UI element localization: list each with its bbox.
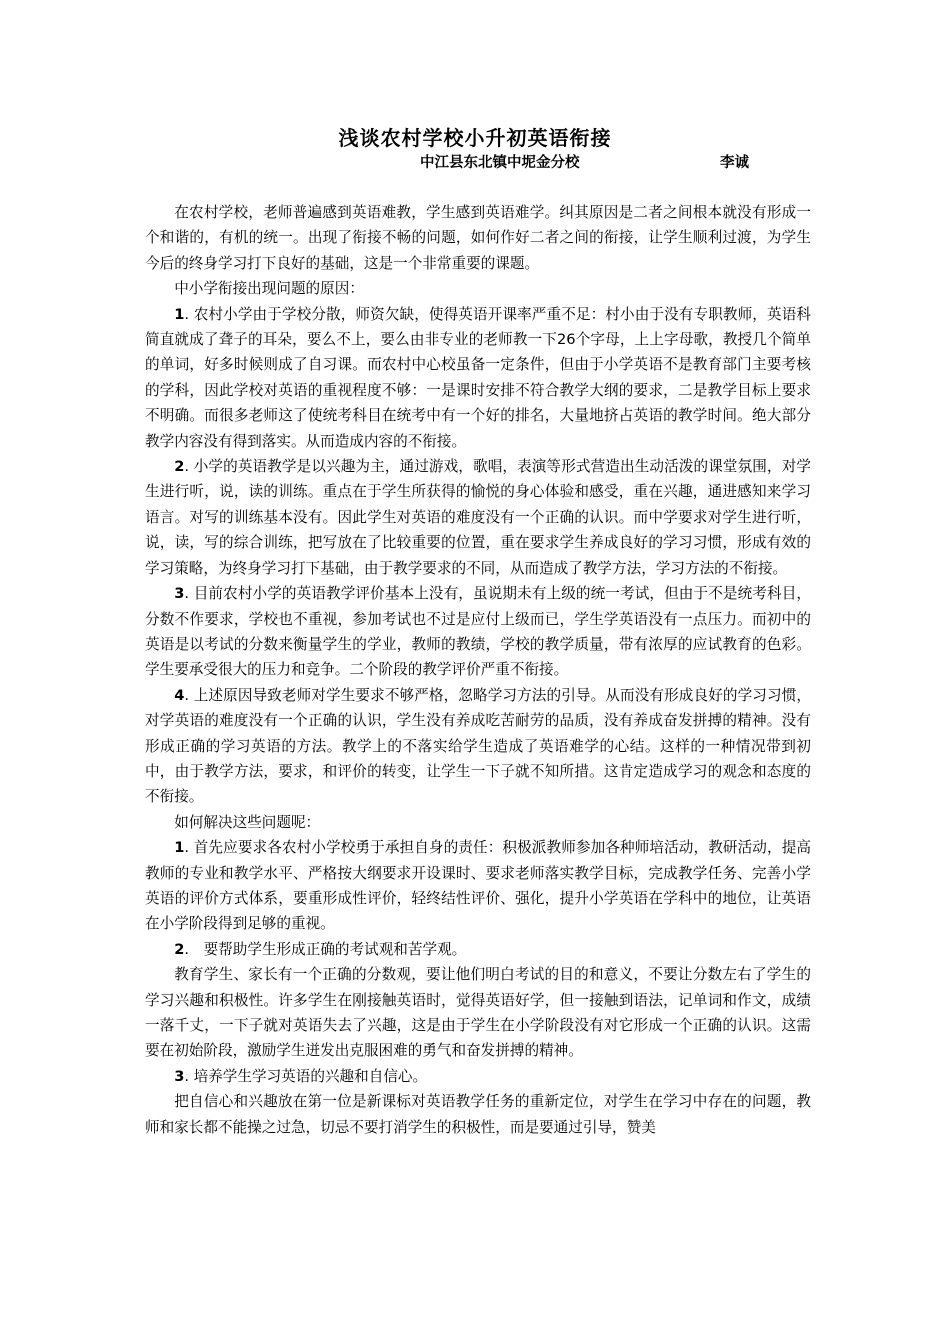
school-name: 中江县东北镇中坭金分校 bbox=[420, 155, 580, 171]
item-number: 3 bbox=[174, 585, 185, 603]
paragraph bbox=[145, 962, 811, 1064]
document-body bbox=[145, 200, 811, 1140]
paragraph bbox=[145, 810, 811, 835]
paragraph-text: . 首先应要求各农村小学校勇于承担自身的责任：积极派教师参加各种师培活动，教研活动，提高教师的专业和教学水平、严格按大纲要求开设课时、要求老师落实教学目标，完成教学任务、完善小学英语的评价方式体系，要重形成性评价，轻终结性评价、强化，提升小学英语在学科中的地位，让英语在小学阶段得到足够的重视。 bbox=[145, 839, 811, 933]
paragraph-text: 教育学生、家长有一个正确的分数观，要让他们明白考试的目的和意义，不要让分数左右了学生的学习兴趣和积极性。许多学生在刚接触英语时，觉得英语好学，但一接触到语法，记单词和作文，成绩一落千丈，一下子就对英语失去了兴趣，这是由于学生在小学阶段没有对它形成一个正确的认识。这需要在初始阶段，激励学生迸发出克服困难的勇气和奋发拼搏的精神。 bbox=[145, 966, 811, 1060]
paragraph-text: 把自信心和兴趣放在第一位是新课标对英语教学任务的重新定位，对学生在学习中存在的问题，教师和家长都不能操之过急，切忌不要打消学生的积极性，而是要通过引导，赞美 bbox=[145, 1093, 811, 1136]
paragraph bbox=[145, 581, 811, 683]
paragraph bbox=[145, 937, 811, 962]
item-number: 4 bbox=[174, 686, 185, 704]
paragraph-text: . 农村小学由于学校分散，师资欠缺，使得英语开课率严重不足：村小由于没有专职教师，英语科简直就成了聋子的耳朵，要么不上，要么由非专业的老师教一下26个字母，上上字母歌，教授几个简单的单词，好多时候则成了自习课。而农村中心校虽备一定条件，但由于小学英语不是教育部门主要考核的学科，因此学校对英语的重视程度不够：一是课时安排不符合教学大纲的要求，二是教学目标上要求不明确。而很多老师这了使统考科目在统考中有一个好的排名，大量地挤占英语的教学时间。绝大部分教学内容没有得到落实。从而造成内容的不衔接。 bbox=[145, 305, 811, 450]
paragraph-text: . 目前农村小学的英语教学评价基本上没有，虽说期未有上级的统一考试，但由于不是统考科目，分数不作要求，学校也不重视，参加考试也不过是应付上级而已，学生学英语没有一点压力。而初中的英语是以考试的分数来衡量学生的学业，教师的教绩，学校的教学质量，带有浓厚的应试教育的色彩。学生要承受很大的压力和竞争。二个阶段的教学评价严重不衔接。 bbox=[145, 585, 811, 679]
item-number: 2 bbox=[174, 458, 185, 476]
paragraph bbox=[145, 835, 811, 937]
paragraph bbox=[145, 683, 811, 810]
paragraph-text: . 要帮助学生形成正确的考试观和苦学观。 bbox=[184, 940, 467, 958]
item-number: 2 bbox=[174, 940, 185, 958]
paragraph bbox=[145, 276, 811, 301]
paragraph-text: 在农村学校，老师普遍感到英语难教，学生感到英语难学。纠其原因是二者之间根本就没有形成一个和谐的，有机的统一。出现了衔接不畅的问题，如何作好二者之间的衔接，让学生顺利过渡，为学生今后的终身学习打下良好的基础，这是一个非常重要的课题。 bbox=[145, 204, 811, 272]
item-number: 1 bbox=[174, 839, 185, 857]
paragraph-text: 如何解决这些问题呢： bbox=[174, 813, 321, 831]
paragraph bbox=[145, 454, 811, 581]
author-name: 李诚 bbox=[720, 155, 749, 171]
paragraph bbox=[145, 200, 811, 276]
paragraph bbox=[145, 1089, 811, 1140]
paragraph-text: . 小学的英语教学是以兴趣为主，通过游戏，歌唱，表演等形式营造出生动活泼的课堂氛围，对学生进行听，说，读的训练。重点在于学生所获得的愉悦的身心体验和感受，重在兴趣，通进感知来学习语言。对写的训练基本没有。因此学生对英语的难度没有一个正确的认识。而中学要求对学生进行听，说，读，写的综合训练，把写放在了比较重要的位置，重在要求学生养成良好的学习习惯，形成有效的学习策略，为终身学习打下基础，由于教学要求的不同，从而造成了教学方法，学习方法的不衔接。 bbox=[145, 458, 811, 577]
paragraph-text: . 上述原因导致老师对学生要求不够严格，忽略学习方法的引导。从而没有形成良好的学习习惯，对学英语的难度没有一个正确的认识，学生没有养成吃苦耐劳的品质，没有养成奋发拼搏的精神。没有形成正确的学习英语的方法。教学上的不落实给学生造成了英语难学的心结。这样的一种情况带到初中，由于教学方法，要求，和评价的转变，让学生一下子就不知所措。这肯定造成学习的观念和态度的不衔接。 bbox=[145, 686, 811, 806]
item-number: 3 bbox=[174, 1067, 185, 1085]
item-number: 1 bbox=[174, 305, 185, 323]
document-title: 浅谈农村学校小升初英语衔接 bbox=[338, 126, 612, 150]
paragraph-text: . 培养学生学习英语的兴趣和自信心。 bbox=[184, 1067, 428, 1085]
author-line bbox=[420, 151, 749, 172]
paragraph-text: 中小学衔接出现问题的原因： bbox=[174, 280, 364, 298]
paragraph bbox=[145, 1064, 811, 1089]
paragraph bbox=[145, 302, 811, 454]
